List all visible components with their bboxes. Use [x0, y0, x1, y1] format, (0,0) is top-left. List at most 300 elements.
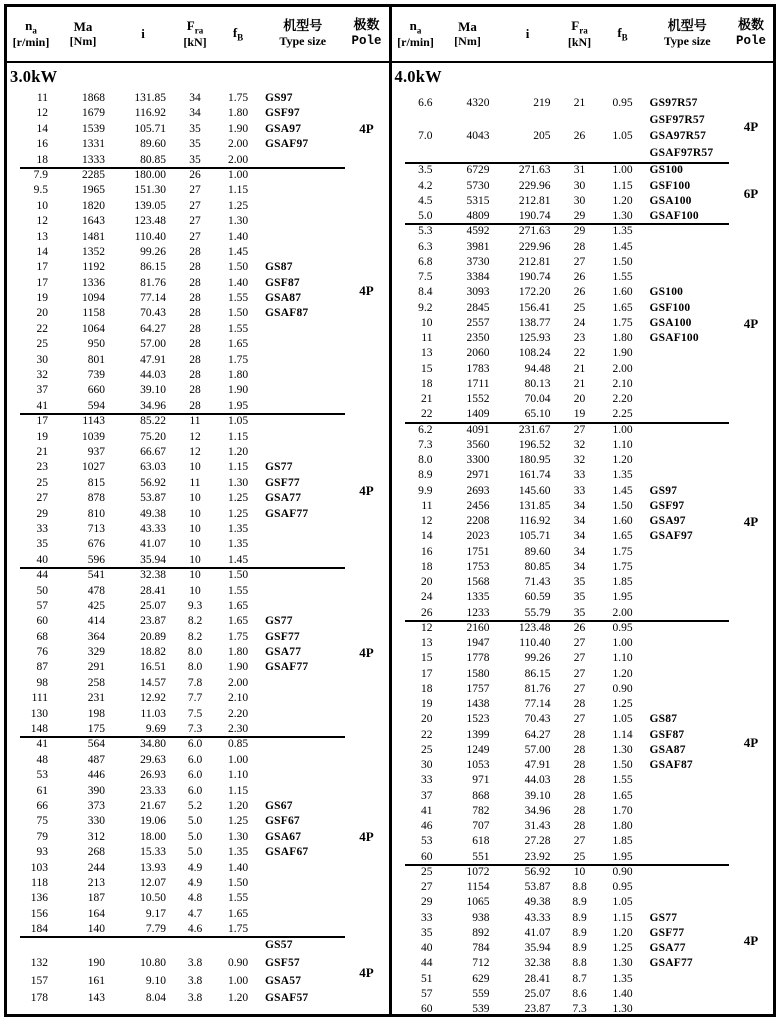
cell-na: 8.0: [418, 454, 433, 467]
spec-block: [7, 168, 389, 414]
cell-fb: 1.55: [612, 774, 633, 787]
cell-type-size: [646, 804, 730, 819]
pole-label: 4P: [359, 964, 374, 980]
cell-type-size: GS100: [649, 164, 684, 177]
table-row: [392, 285, 730, 300]
table-row: [392, 377, 730, 392]
cell-na: 18: [421, 560, 433, 573]
cell-na: 17: [36, 276, 48, 289]
cell-na: 11: [36, 92, 48, 104]
table-row: [7, 784, 345, 799]
cell-fra: 8.2: [187, 615, 203, 628]
cell-ma: 1751: [466, 545, 490, 558]
cell-i: 161.74: [518, 469, 551, 482]
cell-i: 28.41: [524, 972, 551, 985]
cell-ma: 1753: [466, 560, 490, 573]
cell-na: 53: [421, 835, 433, 848]
cell-type-size: GS97: [265, 92, 293, 104]
cell-ma: 6729: [466, 164, 490, 177]
cell-na: 35: [421, 926, 433, 939]
cell-ma: 1094: [82, 292, 105, 305]
cell-fra: 8.8: [572, 881, 587, 894]
cell-fb: 1.25: [227, 507, 249, 520]
cell-ma: 1158: [82, 307, 105, 320]
cell-na: 12: [421, 515, 433, 528]
cell-fb: 1.25: [612, 942, 633, 955]
cell-na: 9.9: [418, 484, 433, 497]
cell-type-size: [261, 707, 345, 722]
cell-i: 43.33: [140, 522, 166, 535]
cell-fb: 1.60: [612, 286, 633, 299]
cell-fb: 1.45: [227, 245, 249, 258]
table-row: [7, 614, 345, 629]
cell-i: 212.81: [518, 255, 551, 268]
cell-na: 10: [421, 316, 433, 329]
cell-fb: 1.85: [612, 835, 633, 848]
col-header-fra: $F_{ra}$ [kN]: [567, 17, 592, 49]
cell-type-size: GS77: [265, 461, 293, 474]
cell-fra: [560, 145, 600, 162]
cell-fb: 1.50: [227, 307, 249, 320]
cell-na: 60: [421, 850, 433, 863]
cell-na: 8.9: [418, 469, 433, 482]
table-row: [7, 737, 345, 752]
cell-fb: 1.30: [612, 210, 633, 223]
table-row: [392, 728, 730, 743]
cell-type-size: [261, 768, 345, 783]
cell-fra: 10: [189, 461, 201, 474]
cell-i: 19.06: [140, 815, 166, 828]
cell-i: 180.95: [518, 454, 551, 467]
cell-fb: 1.75: [612, 545, 633, 558]
cell-i: 138.77: [518, 316, 551, 329]
cell-i: 105.71: [518, 530, 551, 543]
table-row: [392, 331, 730, 346]
cell-type-size: [646, 453, 730, 468]
cell-type-size: [261, 430, 345, 445]
cell-type-size: GSA77: [265, 646, 302, 659]
cell-ma: 3981: [466, 240, 490, 253]
cell-i: 39.10: [140, 384, 166, 397]
cell-i: 89.60: [524, 545, 551, 558]
cell-i: 63.03: [140, 461, 166, 474]
cell-ma: 1711: [466, 377, 490, 390]
cell-na: 76: [36, 646, 48, 659]
cell-ma: 312: [87, 830, 105, 843]
cell-na: 29: [36, 507, 48, 520]
cell-type-size: [261, 753, 345, 768]
cell-fra: 8.2: [187, 630, 203, 643]
cell-i: 7.79: [145, 923, 166, 936]
cell-fra: 5.2: [187, 799, 203, 812]
cell-na: 44: [421, 957, 433, 970]
cell-fb: 1.14: [612, 728, 633, 741]
cell-fb: 1.75: [227, 92, 249, 104]
table-row: [7, 707, 345, 722]
cell-ma: 2285: [82, 168, 105, 181]
cell-fb: 1.55: [227, 292, 249, 305]
cell-type-size: [646, 240, 730, 255]
cell-i: 116.92: [134, 107, 166, 120]
cell-fb: 1.10: [227, 769, 249, 782]
cell-ma: 1027: [82, 461, 105, 474]
col-header-na: $n_a$ [r/min]: [12, 17, 50, 49]
cell-i: 89.60: [140, 138, 166, 151]
cell-fb: 0.95: [612, 881, 633, 894]
pole-label: 4P: [359, 829, 374, 845]
cell-fb: 1.80: [227, 107, 249, 120]
table-row: [7, 368, 345, 383]
cell-i: 55.79: [524, 606, 551, 619]
cell-fra: 3.8: [187, 992, 203, 1005]
table-row: [7, 553, 345, 568]
cell-fb: 1.40: [227, 276, 249, 289]
cell-i: 105.71: [134, 122, 166, 135]
table-row: [7, 230, 345, 245]
cell-ma: 1064: [82, 322, 105, 335]
cell-fb: 1.80: [227, 646, 249, 659]
cell-na: 25: [36, 338, 48, 351]
cell-type-size: [646, 895, 730, 910]
pole-label: 4P: [359, 121, 374, 137]
col-header-ma: Ma [Nm]: [69, 18, 97, 48]
cell-fb: 1.65: [227, 599, 249, 612]
cell-type-size: GS57: [265, 939, 293, 952]
cell-fra: 8.0: [187, 661, 203, 674]
cell-fra: 8.9: [572, 942, 587, 955]
table-row: [7, 937, 345, 955]
table-row: [7, 537, 345, 552]
spec-block: [7, 737, 389, 937]
table-row: [392, 575, 730, 590]
cell-ma: 618: [472, 835, 490, 848]
cell-fb: 1.50: [612, 255, 633, 268]
table-row: [7, 337, 345, 352]
cell-na: 4.5: [418, 194, 433, 207]
cell-i: 229.96: [518, 240, 551, 253]
cell-i: 172.20: [518, 286, 551, 299]
cell-type-size: [261, 445, 345, 460]
cell-fra: 34: [573, 560, 586, 573]
cell-fra: 27: [573, 835, 586, 848]
table-row: [392, 453, 730, 468]
cell-ma: 971: [472, 774, 490, 787]
cell-fb: 1.75: [227, 630, 249, 643]
cell-na: 57: [421, 987, 433, 1000]
cell-i: 49.38: [524, 896, 551, 909]
cell-type-size: [646, 789, 730, 804]
cell-fb: 1.55: [227, 892, 249, 905]
cell-type-size: GSA57: [265, 974, 302, 987]
cell-fra: 34: [573, 530, 586, 543]
cell-ma: 1947: [466, 637, 490, 650]
cell-i: 94.48: [524, 362, 551, 375]
cell-fra: 35: [189, 122, 201, 135]
cell-na: 40: [36, 553, 48, 566]
cell-na: 41: [36, 738, 48, 751]
cell-ma: 3384: [466, 271, 490, 284]
cell-fra: 23: [573, 332, 586, 345]
cell-fra: 30: [573, 179, 586, 192]
cell-fb: 1.20: [227, 992, 249, 1005]
cell-na: 10: [36, 199, 48, 212]
cell-i: 110.40: [519, 637, 551, 650]
cell-na: 5.3: [418, 225, 433, 238]
cell-type-size: [646, 423, 730, 438]
table-row: [392, 865, 730, 880]
cell-i: 9.10: [145, 974, 166, 987]
cell-ma: 1580: [466, 667, 490, 680]
cell-i: 34.96: [140, 399, 166, 412]
cell-fb: 1.50: [612, 499, 633, 512]
cell-ma: 390: [87, 784, 105, 797]
cell-i: 12.92: [140, 692, 166, 705]
cell-fb: 1.30: [227, 215, 249, 228]
cell-ma: 559: [472, 987, 490, 1000]
spec-block: [392, 224, 774, 422]
cell-ma: 1233: [466, 606, 490, 619]
cell-ma: 231: [87, 692, 105, 705]
cell-fb: 1.75: [227, 923, 249, 936]
table-row: [392, 194, 730, 209]
cell-type-size: GS100: [649, 286, 684, 299]
cell-type-size: GSA87: [649, 743, 686, 756]
cell-na: 7.5: [418, 271, 433, 284]
cell-ma: 810: [87, 507, 105, 520]
cell-fra: 25: [573, 850, 586, 863]
table-row: [392, 606, 730, 621]
cell-i: 49.38: [140, 507, 166, 520]
cell-type-size: [646, 773, 730, 788]
cell-type-size: [646, 362, 730, 377]
cell-na: 148: [30, 723, 48, 736]
cell-na: 66: [36, 799, 48, 812]
table-row: [392, 880, 730, 895]
cell-fb: 2.30: [227, 723, 249, 736]
table-row: [392, 316, 730, 331]
cell-ma: 1438: [466, 698, 490, 711]
cell-ma: 2060: [466, 347, 490, 360]
cell-fra: 28: [573, 774, 586, 787]
cell-fra: 33: [573, 469, 586, 482]
cell-fb: 1.40: [227, 861, 249, 874]
cell-ma: 161: [87, 974, 105, 987]
cell-fb: 1.35: [227, 846, 249, 859]
cell-na: 6.3: [418, 240, 433, 253]
cell-fb: [600, 145, 646, 162]
table-row: [392, 636, 730, 651]
cell-type-size: GS87: [265, 261, 293, 274]
cell-ma: 2456: [466, 499, 490, 512]
cell-i: 65.10: [524, 408, 551, 421]
cell-fb: 1.15: [612, 179, 633, 192]
table-row: [392, 224, 730, 239]
cell-type-size: [261, 891, 345, 906]
cell-type-size: [261, 399, 345, 414]
table-row: [392, 621, 730, 636]
cell-fra: 9.3: [187, 599, 203, 612]
table-row: [392, 712, 730, 727]
cell-fb: 2.00: [227, 138, 249, 151]
cell-na: 25: [36, 476, 48, 489]
cell-fra: 34: [189, 107, 201, 120]
cell-fra: 6.0: [187, 753, 203, 766]
cell-type-size: [261, 537, 345, 552]
cell-i: 64.27: [524, 728, 551, 741]
cell-fb: 1.30: [612, 1003, 633, 1014]
cell-ma: 487: [87, 753, 105, 766]
col-header-i: i: [525, 25, 530, 41]
spec-block: [7, 91, 389, 168]
cell-type-size: GSA97: [265, 122, 302, 135]
cell-i: 77.14: [524, 698, 551, 711]
cell-type-size: GSF77: [649, 926, 685, 939]
cell-type-size: [261, 568, 345, 583]
spec-block: [7, 937, 389, 1007]
table-row: [392, 697, 730, 712]
cell-ma: 541: [87, 569, 105, 582]
cell-ma: 2557: [466, 316, 490, 329]
cell-ma: 414: [87, 615, 105, 628]
cell-fra: 27: [573, 652, 586, 665]
cell-type-size: [261, 245, 345, 260]
cell-fb: [215, 937, 261, 955]
cell-na: 68: [36, 630, 48, 643]
cell-type-size: GSAF97: [649, 530, 693, 543]
cell-ma: 1552: [466, 393, 490, 406]
cell-type-size: [261, 922, 345, 937]
cell-i: 190.74: [518, 210, 551, 223]
cell-fra: 35: [573, 606, 586, 619]
table-row: [7, 122, 345, 137]
cell-fra: 28: [189, 369, 201, 382]
cell-fb: 1.95: [612, 591, 633, 604]
cell-i: 60.59: [524, 591, 551, 604]
cell-fb: 1.10: [612, 652, 633, 665]
cell-ma: 190: [87, 957, 105, 970]
cell-fb: 1.15: [227, 784, 249, 797]
cell-type-size: [261, 784, 345, 799]
table-row: [392, 438, 730, 453]
cell-na: 19: [36, 430, 48, 443]
col-header-pole: 极数 Pole: [351, 18, 382, 49]
cell-i: 123.48: [518, 621, 551, 634]
cell-i: 9.17: [145, 907, 166, 920]
col-header-fra: $F_{ra}$ [kN]: [183, 17, 207, 49]
cell-fb: 1.65: [612, 789, 633, 802]
cell-type-size: [261, 691, 345, 706]
cell-fb: 1.40: [612, 987, 633, 1000]
cell-fb: 1.00: [612, 423, 633, 436]
table-row: [7, 153, 345, 168]
cell-ma: 1249: [466, 743, 490, 756]
cell-i: 43.33: [524, 911, 551, 924]
cell-type-size: [646, 987, 730, 1002]
cell-fra: 4.9: [187, 876, 203, 889]
table-row: [7, 137, 345, 152]
cell-ma: 1331: [82, 138, 105, 151]
table-row: [7, 260, 345, 275]
cell-fra: 25: [573, 301, 586, 314]
cell-ma: 213: [87, 876, 105, 889]
cell-ma: 164: [87, 907, 105, 920]
cell-type-size: [646, 468, 730, 483]
cell-fra: 27: [573, 637, 586, 650]
cell-i: 21.67: [140, 799, 166, 812]
cell-type-size: [261, 907, 345, 922]
cell-type-size: [261, 337, 345, 352]
cell-fb: 1.65: [227, 615, 249, 628]
cell-i: 131.85: [134, 92, 166, 104]
table-row: [7, 383, 345, 398]
cell-na: 16: [421, 545, 433, 558]
cell-fb: 1.15: [227, 461, 249, 474]
cell-fb: 1.00: [227, 168, 249, 181]
table-row: [7, 955, 345, 973]
power-section-label: 3.0kW: [10, 67, 58, 86]
cell-fra: 5.0: [187, 846, 203, 859]
cell-type-size: [646, 834, 730, 849]
table-row: [7, 660, 345, 675]
cell-ma: 1399: [466, 728, 490, 741]
cell-type-size: [261, 414, 345, 429]
cell-na: 30: [36, 353, 48, 366]
cell-na: 7.0: [418, 130, 433, 143]
table-row: [7, 414, 345, 429]
table-row: [7, 922, 345, 937]
cell-ma: 1481: [82, 230, 105, 243]
cell-i: 70.43: [140, 307, 166, 320]
cell-type-size: [646, 850, 730, 865]
cell-fra: 26: [573, 271, 586, 284]
cell-type-size: GSA77: [649, 942, 686, 955]
cell-na: 53: [36, 769, 48, 782]
cell-i: 32.38: [140, 569, 166, 582]
cell-fb: 1.80: [612, 332, 633, 345]
cell-ma: 329: [87, 646, 105, 659]
cell-fb: 2.00: [227, 676, 249, 689]
cell-i: 47.91: [524, 759, 551, 772]
table-row: [392, 850, 730, 865]
group-4-0kw: [389, 7, 774, 1014]
cell-fra: 26: [189, 168, 201, 181]
cell-type-size: [646, 377, 730, 392]
cell-fra: 30: [573, 194, 586, 207]
cell-type-size: [261, 214, 345, 229]
cell-i: 31.43: [524, 820, 551, 833]
cell-fb: 0.95: [612, 97, 633, 109]
table-row: [7, 199, 345, 214]
cell-ma: 373: [87, 799, 105, 812]
cell-fb: 1.05: [612, 713, 633, 726]
cell-ma: 1333: [82, 153, 105, 166]
cell-na: [7, 937, 55, 955]
cell-na: 20: [421, 576, 433, 589]
cell-ma: 1757: [466, 682, 490, 695]
cell-fb: 1.35: [227, 522, 249, 535]
cell-type-size: [646, 590, 730, 605]
cell-type-size: [646, 697, 730, 712]
cell-fb: 1.30: [612, 743, 633, 756]
cell-ma: 707: [472, 820, 490, 833]
cell-ma: 1053: [466, 759, 490, 772]
cell-type-size: [261, 676, 345, 691]
cell-fra: 8.0: [187, 646, 203, 659]
cell-fra: 22: [573, 347, 586, 360]
cell-i: 196.52: [518, 438, 551, 451]
cell-fra: [560, 112, 600, 129]
cell-fra: 28: [189, 245, 201, 258]
